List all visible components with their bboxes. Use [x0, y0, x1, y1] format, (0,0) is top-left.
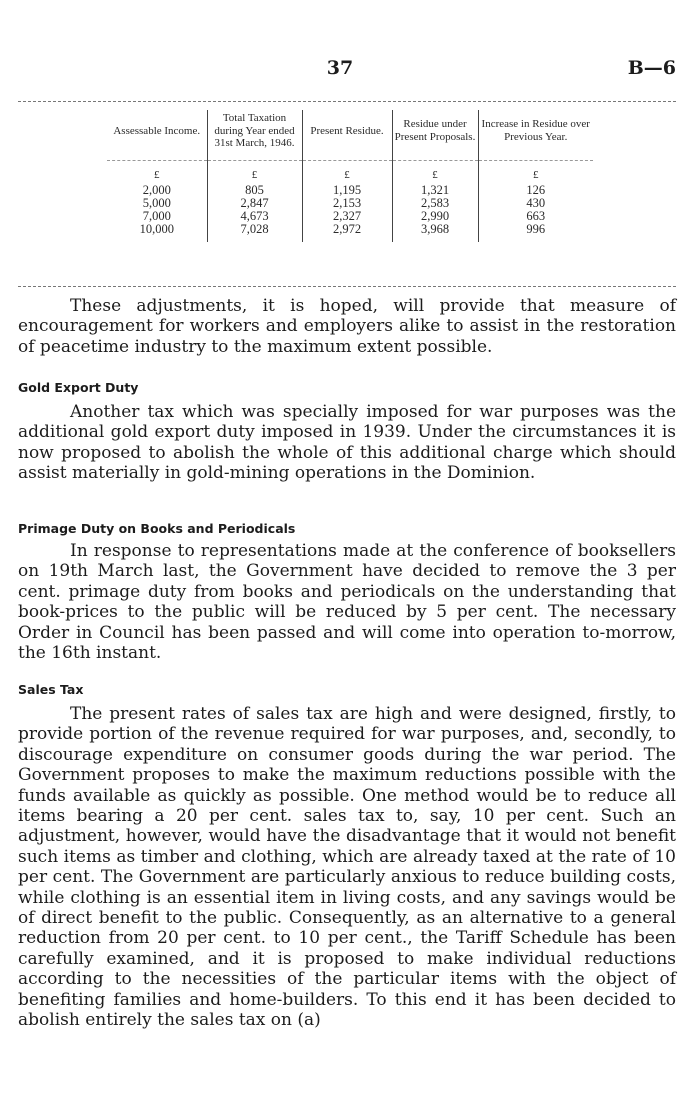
table-cell: 663 — [478, 210, 593, 223]
paragraph-primage-duty: In response to representations made at the conference of booksellers on 19th March last, the Government have decided to remove the 3 per cent. primage duty from books and periodicals on the understanding that book-prices to the public will be reduced by 5 per cent. The necessary Order in Council has been passed and will come into operation to-morrow, the 16th instant. — [18, 541, 676, 664]
table-cell: 10,000 — [139, 221, 174, 236]
heading-primage-duty: Primage Duty on Books and Periodicals — [18, 521, 296, 536]
table-cell: 4,673 — [207, 210, 302, 223]
document-code: B—6 — [627, 57, 676, 79]
table-cell: 2,153 — [302, 197, 392, 210]
paragraph-gold-export-duty: Another tax which was specially imposed for war purposes was the additional gold export duty imposed in 1939. Under the circumstances it is now proposed to abolish the whole of this additional charge which should assist materially in gold-mining operations in the Dominion. — [18, 402, 676, 484]
table-cell: 1,321 — [392, 184, 478, 197]
table-bottom-rule — [18, 286, 676, 287]
col-header-increase-in-residue: Increase in Residue over Previous Year. — [478, 110, 593, 160]
unit-cell: £ — [302, 160, 392, 184]
unit-cell: £ — [154, 168, 160, 181]
col-header-present-residue: Present Residue. — [302, 110, 392, 160]
table-row — [107, 210, 593, 223]
table-cell: 7,028 — [207, 223, 302, 242]
table-cell: 996 — [478, 223, 593, 242]
table-row — [107, 223, 593, 242]
table-cell: 805 — [207, 184, 302, 197]
unit-cell: £ — [478, 160, 593, 184]
paragraph-sales-tax: The present rates of sales tax are high and were designed, firstly, to provide portion of the revenue required for war purposes, and, secondly, to discourage expenditure on consumer goods during the war period. The Government proposes to make the maximum reductions possible with the funds available as quickly as possible. One method would be to reduce all items bearing a 20 per cent. sales tax to, say, 10 per cent. Such an adjustment, however, would have the disadvantage that it would not benefit such items as timber and clothing, which are already taxed at the rate of 10 per cent. The Government are particularly anxious to reduce building costs, while clothing is an essential item in living costs, and any savings would be of direct benefit to the public. Consequently, as an alternative to a general reduction from 20 per cent. to 10 per cent., the Tariff Schedule has been carefully examined, and it is proposed to make individual reductions according to the necessities of the particular items with the object of benefiting families and home-builders. To this end it has been decided to abolish entirely the sales tax on (a) — [18, 704, 676, 1031]
table-header-row — [107, 110, 593, 160]
table-cell: 7,000 — [142, 208, 171, 223]
table-cell: 5,000 — [142, 195, 171, 210]
table-cell: 2,000 — [142, 182, 171, 197]
table-cell: 2,327 — [302, 210, 392, 223]
unit-cell: £ — [207, 160, 302, 184]
table-top-rule — [18, 101, 676, 102]
col-header-assessable-income: Assessable Income. — [107, 110, 207, 160]
paragraph-adjustments: These adjustments, it is hoped, will provide that measure of encouragement for workers and employers alike to assist in the restoration of peacetime industry to the maximum extent possible. — [18, 296, 676, 357]
table-cell: 2,583 — [392, 197, 478, 210]
heading-sales-tax: Sales Tax — [18, 682, 84, 697]
table-cell: 126 — [478, 184, 593, 197]
table-cell: 2,990 — [392, 210, 478, 223]
heading-gold-export-duty: Gold Export Duty — [18, 380, 139, 395]
col-header-residue-under-proposals: Residue under Present Proposals. — [392, 110, 478, 160]
table-cell: 2,972 — [302, 223, 392, 242]
table-cell: 2,847 — [207, 197, 302, 210]
table-row — [107, 197, 593, 210]
table-row — [107, 184, 593, 197]
table-cell: 430 — [478, 197, 593, 210]
taxation-table — [107, 110, 593, 242]
unit-cell: £ — [392, 160, 478, 184]
page-number: 37 — [326, 57, 354, 79]
table-cell: 1,195 — [302, 184, 392, 197]
table-cell: 3,968 — [392, 223, 478, 242]
units-row — [107, 160, 593, 184]
col-header-total-taxation: Total Taxation during Year ended 31st March, 1946. — [207, 110, 302, 160]
